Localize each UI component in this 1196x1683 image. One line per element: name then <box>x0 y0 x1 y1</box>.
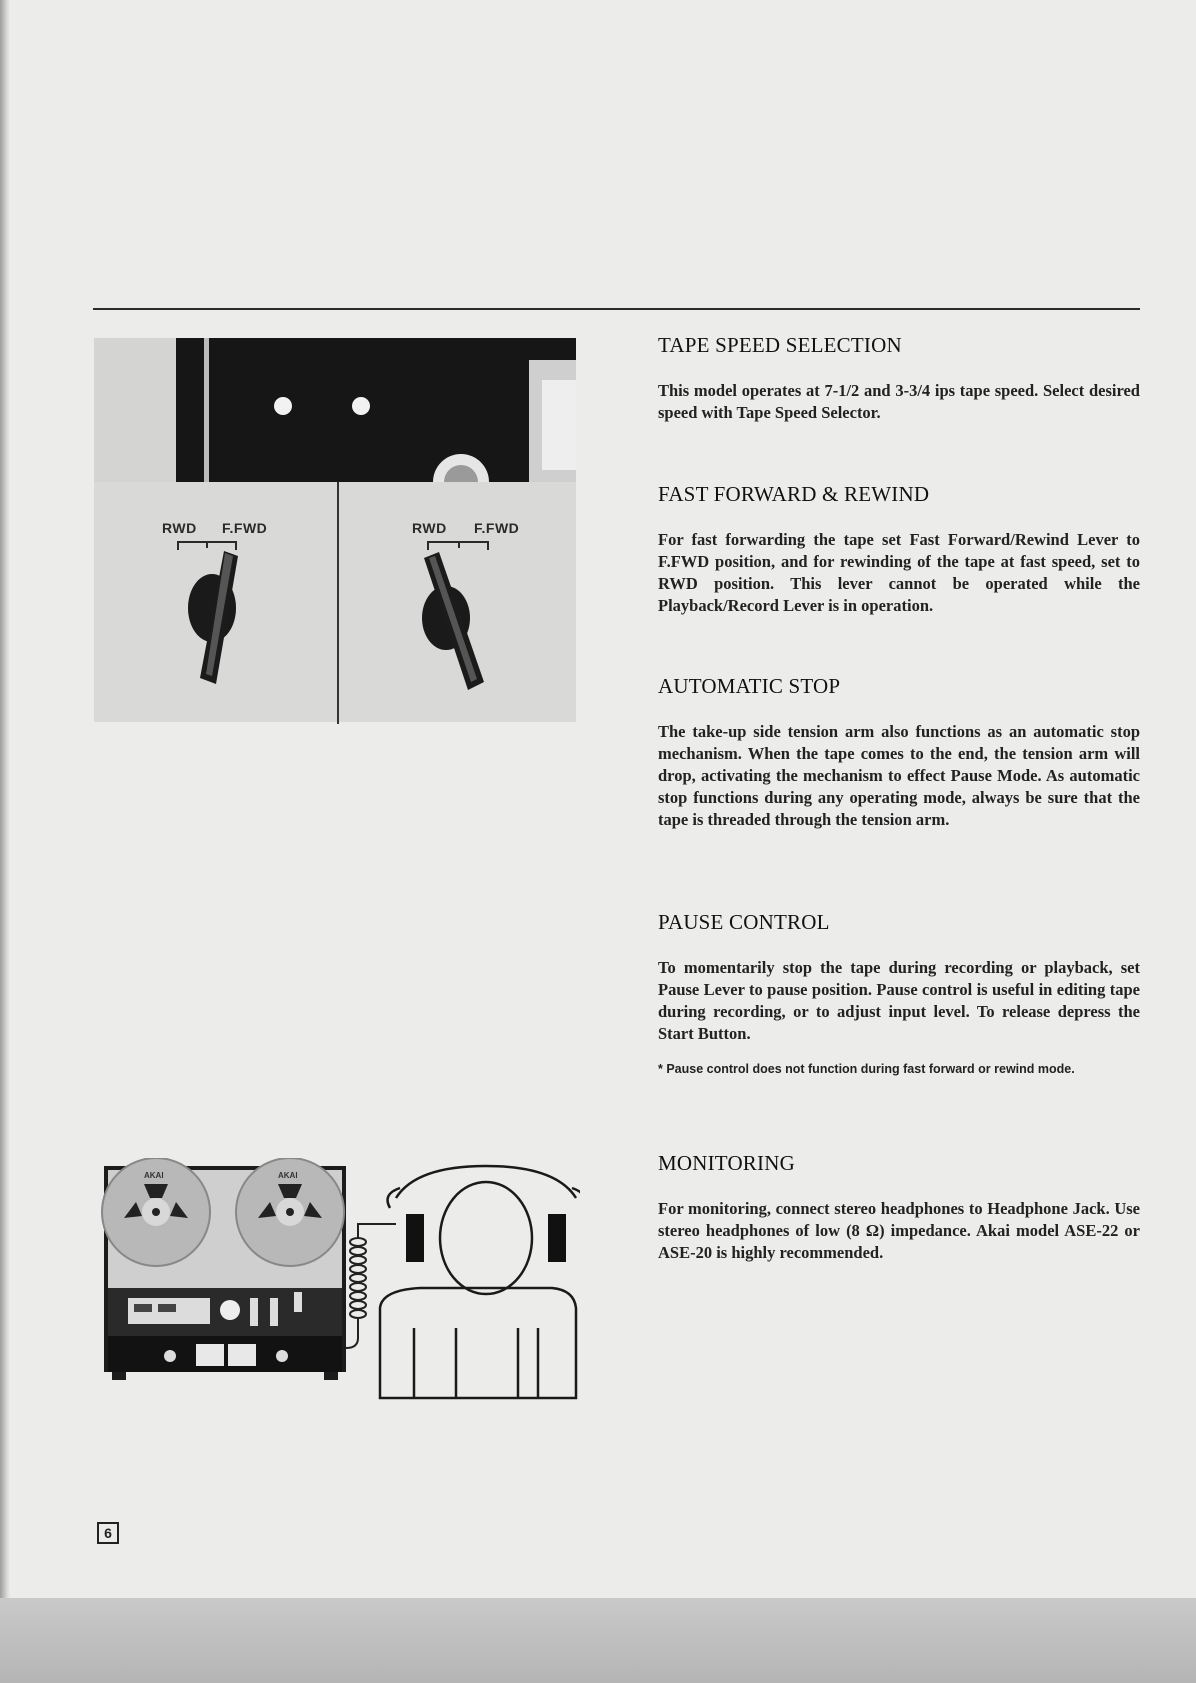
section-title: PAUSE CONTROL <box>658 910 830 934</box>
monitoring-figure <box>100 1158 580 1408</box>
section-title: FAST FORWARD & REWIND <box>658 482 930 506</box>
reel-brand-left: AKAI <box>144 1171 164 1180</box>
section-body: This model operates at 7-1/2 and 3-3/4 ips tape speed. Select desired speed with Tape Speed Selector. <box>658 381 1140 422</box>
section-body: For fast forwarding the tape set Fast Forward/Rewind Lever to F.FWD position, and for rewinding of the tape at fast speed, set to RWD position. This lever cannot be operated while the Playback/Record Lever is in operation. <box>658 530 1140 615</box>
tape-deck-icon <box>102 1158 346 1380</box>
section-monitoring <box>658 1151 1140 1264</box>
left-rwd-label: RWD <box>162 520 197 536</box>
section-body: The take-up side tension arm also functions as an automatic stop mechanism. When the tape comes to the end, the tension arm will drop, activating the mechanism to effect Pause Mode. As automatic stop functions during any operating mode, always be sure that the tape is threaded through the tension arm. <box>658 722 1140 829</box>
lever-figure <box>94 338 576 724</box>
page-number: 6 <box>97 1522 119 1544</box>
section-note: * Pause control does not function during fast forward or rewind mode. <box>658 1062 1075 1076</box>
section-fast-forward <box>658 482 1140 617</box>
coiled-cord-icon <box>346 1224 396 1348</box>
reel-brand-right: AKAI <box>278 1171 298 1180</box>
section-title: MONITORING <box>658 1151 795 1175</box>
section-title: AUTOMATIC STOP <box>658 674 841 698</box>
section-tape-speed <box>658 333 1140 424</box>
section-pause-control <box>658 910 1140 1077</box>
scan-bottom-band <box>0 1598 1196 1683</box>
left-earcup-icon <box>406 1214 424 1262</box>
headphones-listener-icon <box>380 1166 580 1398</box>
section-title: TAPE SPEED SELECTION <box>658 333 902 357</box>
right-rwd-label: RWD <box>412 520 447 536</box>
page-edge-shadow <box>0 0 10 1683</box>
right-earcup-icon <box>548 1214 566 1262</box>
section-body: For monitoring, connect stereo headphones to Headphone Jack. Use stereo headphones of low (8 Ω) impedance. Akai model ASE-22 or ASE-20 is highly recommended. <box>658 1199 1140 1262</box>
top-rule <box>93 308 1140 310</box>
section-body: To momentarily stop the tape during recording or playback, set Pause Lever to pause position. Pause control is useful in editing tape during recording, or to adjust input level. To release depress the Start Button. <box>658 958 1140 1043</box>
right-ffwd-label: F.FWD <box>474 520 520 536</box>
section-automatic-stop <box>658 674 1140 831</box>
left-ffwd-label: F.FWD <box>222 520 268 536</box>
